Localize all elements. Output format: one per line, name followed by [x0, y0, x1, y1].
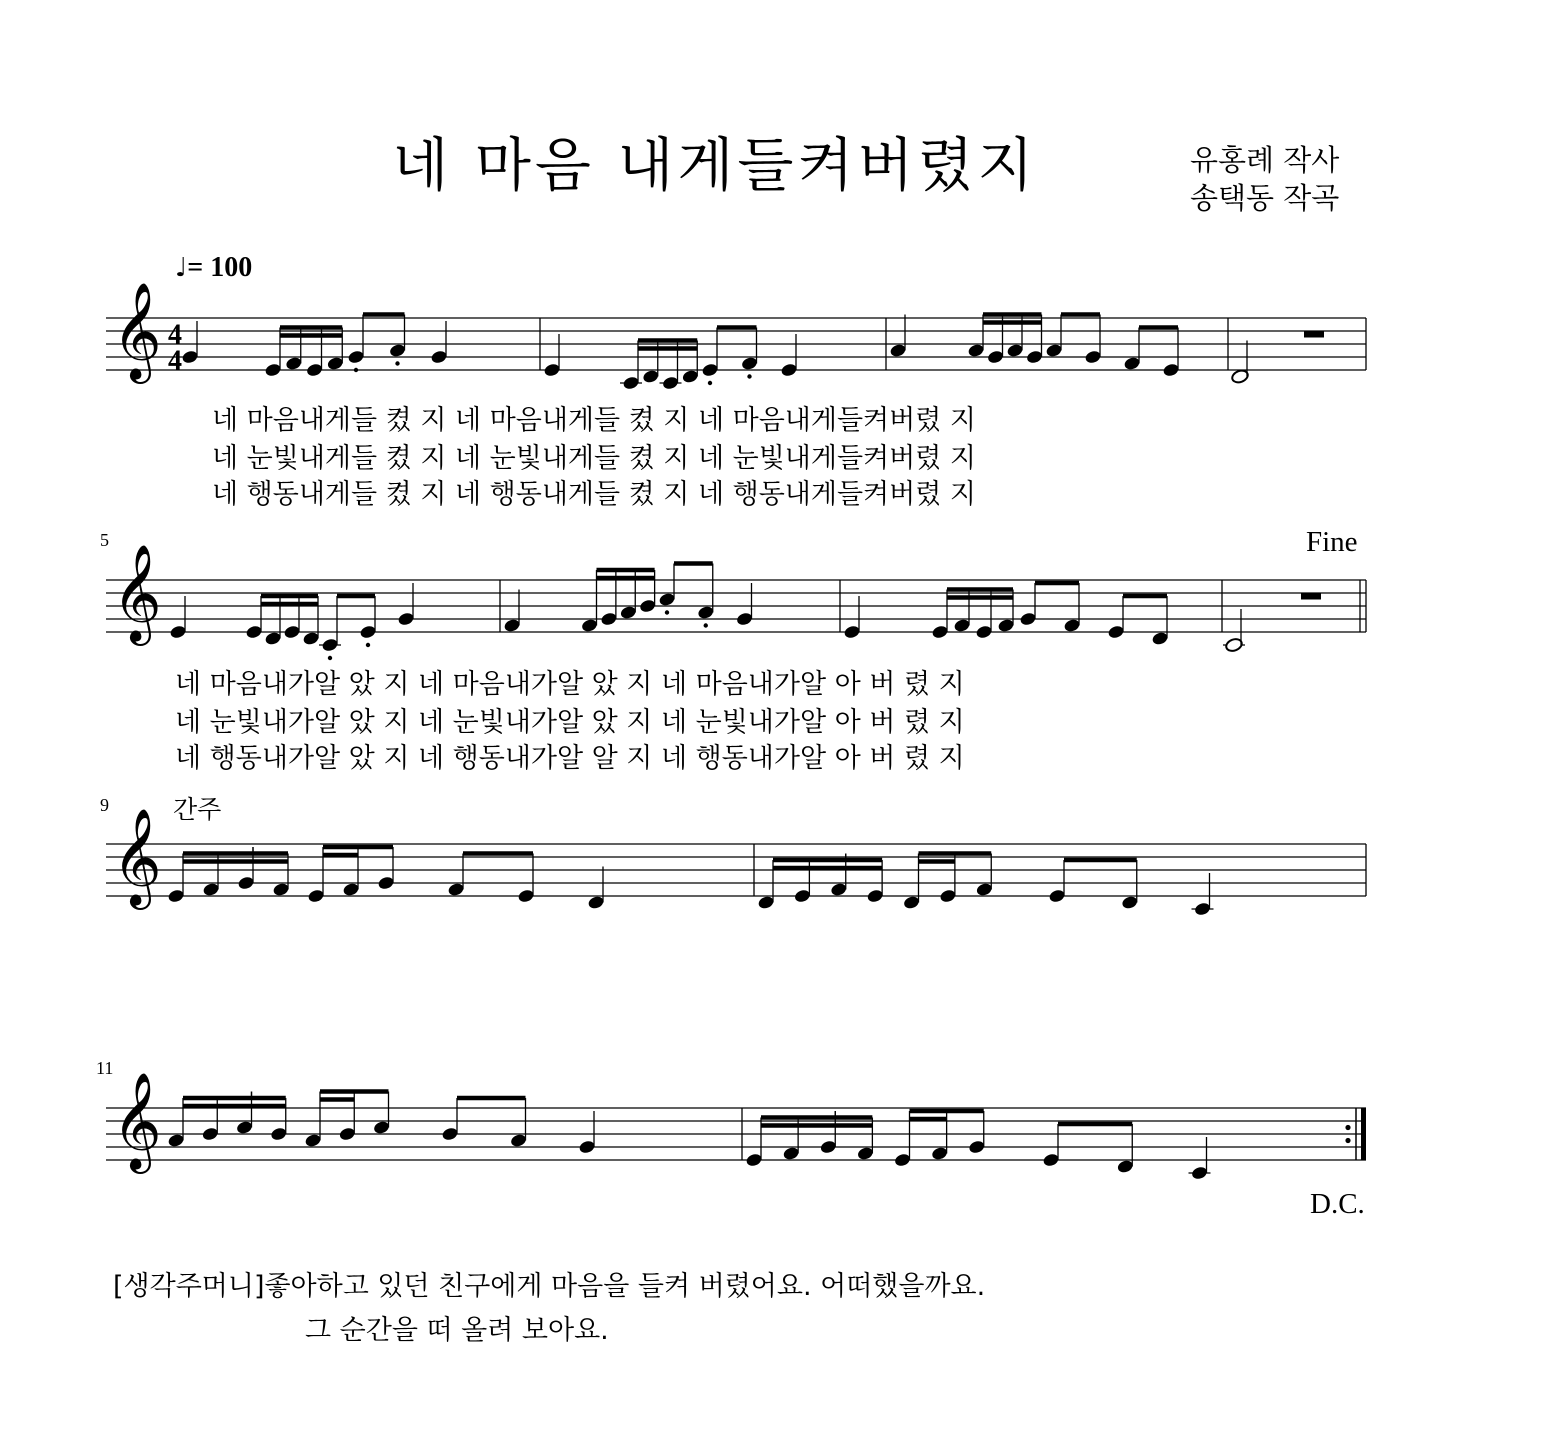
note-head [338, 1126, 356, 1141]
treble-clef-icon: 𝄞 [112, 543, 162, 642]
note-head [975, 882, 993, 897]
note-head [931, 1146, 949, 1161]
note-head [1084, 349, 1102, 364]
note-head [306, 362, 324, 377]
note-head [903, 895, 921, 910]
note-head [302, 631, 320, 646]
lyric-verse-3-line-1: 네 행동내게들 켰 지 네 행동내게들 켰 지 네 행동내게들켜버렸 지 [212, 479, 976, 510]
treble-clef-icon: 𝄞 [112, 281, 162, 380]
lyric-verse-3-line-2: 네 행동내가알 았 지 네 행동내가알 알 지 네 행동내가알 아 버 렸 지 [175, 743, 965, 774]
treble-clef-icon: 𝄞 [112, 807, 162, 906]
note-head [270, 1126, 288, 1141]
note-head [782, 1146, 800, 1161]
half-rest-icon [1304, 331, 1324, 338]
dc-marking: D.C. [1310, 1188, 1365, 1220]
note-head [697, 605, 715, 620]
note-head [987, 349, 1005, 364]
time-signature-bottom: 4 [168, 345, 182, 377]
staccato-dot [665, 610, 669, 614]
note-head [741, 356, 759, 371]
note-head [321, 637, 339, 652]
note-head [169, 624, 187, 639]
note-head [581, 618, 599, 633]
staccato-dot [328, 656, 332, 660]
note-head [622, 375, 640, 390]
note-head [967, 343, 985, 358]
note-head [745, 1152, 763, 1167]
thought-pocket-line-1: [생각주머니]좋아하고 있던 친구에게 마음을 들켜 버렸어요. 어떠했을까요. [113, 1271, 986, 1302]
note-head [780, 362, 798, 377]
note-head [1048, 888, 1066, 903]
note-head [245, 624, 263, 639]
note-head [830, 882, 848, 897]
note-head [1123, 356, 1141, 371]
note-head [167, 888, 185, 903]
note-head [889, 343, 907, 358]
note-head [642, 369, 660, 384]
interlude-label: 간주 [173, 795, 222, 824]
lyric-verse-1-line-1: 네 마음내게들 켰 지 네 마음내게들 켰 지 네 마음내게들켜버렸 지 [212, 405, 976, 436]
note-head [167, 1133, 185, 1148]
note-head [1045, 343, 1063, 358]
note-head [1151, 631, 1169, 646]
note-head [736, 611, 754, 626]
note-head [441, 1126, 459, 1141]
repeat-dot [1345, 1138, 1350, 1143]
note-head [264, 631, 282, 646]
note-head [600, 611, 618, 626]
note-head [236, 1120, 254, 1135]
note-head [968, 1139, 986, 1154]
note-head [447, 882, 465, 897]
fine-marking: Fine [1306, 526, 1358, 558]
staccato-dot [354, 368, 358, 372]
note-head [1121, 895, 1139, 910]
staccato-dot [708, 381, 712, 385]
note-head [283, 624, 301, 639]
lyric-verse-2-line-1: 네 눈빛내게들 켰 지 네 눈빛내게들 켰 지 네 눈빛내게들켜버렸 지 [212, 443, 976, 474]
lyric-verse-1-line-2: 네 마음내가알 았 지 네 마음내가알 았 지 네 마음내가알 아 버 렸 지 [175, 669, 965, 700]
note-head [1162, 362, 1180, 377]
note-head [377, 875, 395, 890]
note-head [701, 362, 719, 377]
note-head [819, 1139, 837, 1154]
note-head [397, 611, 415, 626]
note-head [342, 882, 360, 897]
note-head [517, 888, 535, 903]
staccato-dot [395, 361, 399, 365]
note-head [389, 343, 407, 358]
lyric-verse-2-line-2: 네 눈빛내가알 았 지 네 눈빛내가알 았 지 네 눈빛내가알 아 버 렸 지 [175, 707, 965, 738]
note-head [931, 624, 949, 639]
note-head [997, 618, 1015, 633]
note-head [1042, 1152, 1060, 1167]
note-head [843, 624, 861, 639]
note-head [658, 592, 676, 607]
note-head [237, 875, 255, 890]
note-head [510, 1133, 528, 1148]
note-head [1116, 1159, 1134, 1174]
note-head [373, 1120, 391, 1135]
treble-clef-icon: 𝄞 [112, 1071, 162, 1170]
note-head [953, 618, 971, 633]
note-head [285, 356, 303, 371]
note-head [866, 888, 884, 903]
staccato-dot [747, 374, 751, 378]
staccato-dot [366, 643, 370, 647]
note-head [326, 356, 344, 371]
note-head [359, 624, 377, 639]
repeat-dot [1345, 1125, 1350, 1130]
note-head [793, 888, 811, 903]
note-head [619, 605, 637, 620]
note-head [939, 888, 957, 903]
note-head [304, 1133, 322, 1148]
note-head [1006, 343, 1024, 358]
note-head [1026, 349, 1044, 364]
note-head [856, 1146, 874, 1161]
note-head [757, 895, 775, 910]
time-signature-top: 4 [168, 319, 182, 351]
note-head [1194, 901, 1212, 916]
note-head [264, 362, 282, 377]
note-head [578, 1139, 596, 1154]
composer-credit: 송택동 작곡 [1190, 181, 1340, 215]
thought-pocket-line-2: 그 순간을 떠 올려 보아요. [305, 1315, 609, 1346]
note-head [201, 1126, 219, 1141]
note-head [543, 362, 561, 377]
repeat-barline-thick [1361, 1108, 1366, 1160]
note-head [1019, 611, 1037, 626]
note-head [662, 375, 680, 390]
note-head [975, 624, 993, 639]
note-head [639, 598, 657, 613]
note-head [587, 895, 605, 910]
measure-number-9: 9 [100, 795, 109, 815]
note-head [202, 882, 220, 897]
half-rest-icon [1301, 593, 1321, 600]
note-head [307, 888, 325, 903]
note-head [272, 882, 290, 897]
note-head [181, 349, 199, 364]
note-head [347, 349, 365, 364]
quarter-note-icon: ♩ [175, 253, 188, 283]
note-head [1107, 624, 1125, 639]
note-head [1063, 618, 1081, 633]
staccato-dot [704, 623, 708, 627]
tempo-value: = 100 [187, 252, 253, 283]
note-head [503, 618, 521, 633]
lyricist-credit: 유홍례 작사 [1190, 143, 1340, 177]
note-head [430, 349, 448, 364]
note-head [1191, 1165, 1209, 1180]
note-head [681, 369, 699, 384]
song-title: 네 마음 내게들켜버렸지 [392, 131, 1038, 199]
measure-number-11: 11 [96, 1058, 114, 1078]
note-head [894, 1152, 912, 1167]
measure-number-5: 5 [100, 530, 109, 550]
